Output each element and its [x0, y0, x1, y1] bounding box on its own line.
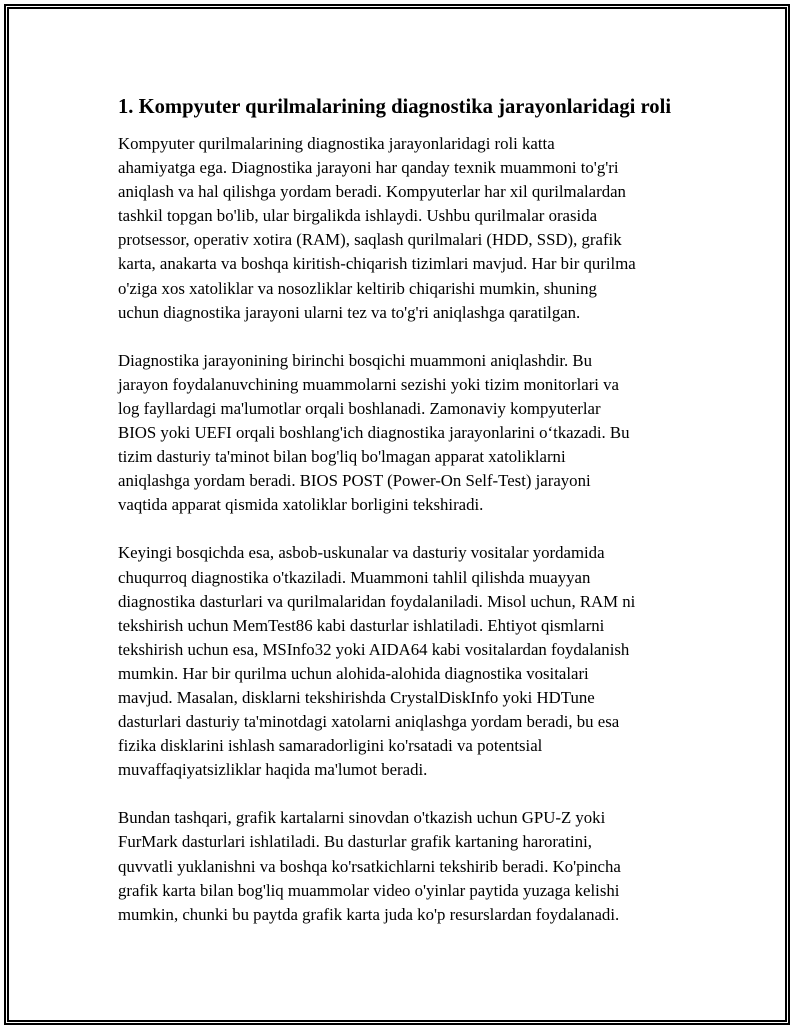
- paragraph-line: Diagnostika jarayonining birinchi bosqichi muammoni aniqlashdir. Bu: [118, 350, 593, 370]
- paragraph-line: diagnostika dasturlari va qurilmalaridan foydalaniladi. Misol uchun, RAM ni: [118, 591, 636, 611]
- paragraph-line: FurMark dasturlari ishlatiladi. Bu dasturlar grafik kartaning haroratini,: [118, 832, 592, 852]
- paragraph-line: chuqurroq diagnostika o'tkaziladi. Muammoni tahlil qilishda muayyan: [118, 567, 591, 587]
- paragraph-line: tekshirish uchun MemTest86 kabi dasturlar ishlatiladi. Ehtiyot qismlarni: [118, 615, 605, 635]
- paragraph-line: Keyingi bosqichda esa, asbob-uskunalar va dasturiy vositalar yordamida: [118, 543, 605, 563]
- paragraph-line: log fayllardagi ma'lumotlar orqali boshlanadi. Zamonaviy kompyuterlar: [118, 398, 601, 418]
- paragraph-line: mumkin. Har bir qurilma uchun alohida-alohida diagnostika vositalari: [118, 663, 589, 683]
- paragraph-4: [118, 806, 698, 926]
- paragraph-line: tashkil topgan bo'lib, ular birgalikda ishlaydi. Ushbu qurilmalar orasida: [118, 206, 598, 226]
- paragraph-line: Kompyuter qurilmalarining diagnostika jarayonlaridagi roli katta: [118, 134, 555, 153]
- paragraph-line: aniqlashga yordam beradi. BIOS POST (Power-On Self-Test) jarayoni: [118, 471, 591, 491]
- paragraph-line: dasturlari dasturiy ta'minotdagi xatolarni aniqlashga yordam beradi, bu esa: [118, 712, 620, 732]
- paragraph-line: vaqtida apparat qismida xatoliklar borligini tekshiradi.: [118, 495, 484, 515]
- paragraph-1: [118, 132, 698, 325]
- paragraph-line: muvaffaqiyatsizliklar haqida ma'lumot beradi.: [118, 760, 428, 780]
- paragraph-line: ahamiyatga ega. Diagnostika jarayoni har qanday texnik muammoni to'g'ri: [118, 158, 619, 178]
- paragraph-2: [118, 349, 698, 518]
- paragraph-line: quvvatli yuklanishni va boshqa ko'rsatkichlarni tekshirib beradi. Ko'pincha: [118, 856, 621, 876]
- paragraph-line: uchun diagnostika jarayoni ularni tez va to'g'ri aniqlashga qaratilgan.: [118, 302, 581, 322]
- section-heading: 1. Kompyuter qurilmalarining diagnostika jarayonlaridagi roli: [118, 96, 672, 118]
- paragraph-line: aniqlash va hal qilishga yordam beradi. Kompyuterlar har xil qurilmalardan: [118, 182, 626, 202]
- paragraph-line: grafik karta bilan bog'liq muammolar video o'yinlar paytida yuzaga kelishi: [118, 880, 620, 900]
- document-body: [118, 94, 698, 951]
- paragraph-line: o'ziga xos xatoliklar va nosozliklar keltirib chiqarishi mumkin, shuning: [118, 278, 597, 298]
- paragraph-line: mumkin, chunki bu paytda grafik karta juda ko'p resurslardan foydalanadi.: [118, 904, 620, 924]
- paragraph-line: fizika disklarini ishlash samaradorligini ko'rsatadi va potentsial: [118, 736, 543, 756]
- paragraph-line: jarayon foydalanuvchining muammolarni sezishi yoki tizim monitorlari va: [118, 374, 619, 394]
- paragraph-line: karta, anakarta va boshqa kiritish-chiqarish tizimlari mavjud. Har bir qurilma: [118, 254, 636, 274]
- paragraph-line: protsessor, operativ xotira (RAM), saqlash qurilmalari (HDD, SSD), grafik: [118, 230, 622, 250]
- paragraph-line: tizim dasturiy ta'minot bilan bog'liq bo'lmagan apparat xatoliklarni: [118, 447, 566, 467]
- paragraph-line: Bundan tashqari, grafik kartalarni sinovdan o'tkazish uchun GPU-Z yoki: [118, 808, 606, 828]
- paragraph-line: BIOS yoki UEFI orqali boshlang'ich diagnostika jarayonlarini o‘tkazadi. Bu: [118, 423, 630, 443]
- paragraph-line: mavjud. Masalan, disklarni tekshirishda CrystalDiskInfo yoki HDTune: [118, 687, 595, 707]
- paragraph-3: [118, 541, 698, 782]
- paragraph-line: tekshirish uchun esa, MSInfo32 yoki AIDA64 kabi vositalardan foydalanish: [118, 639, 630, 659]
